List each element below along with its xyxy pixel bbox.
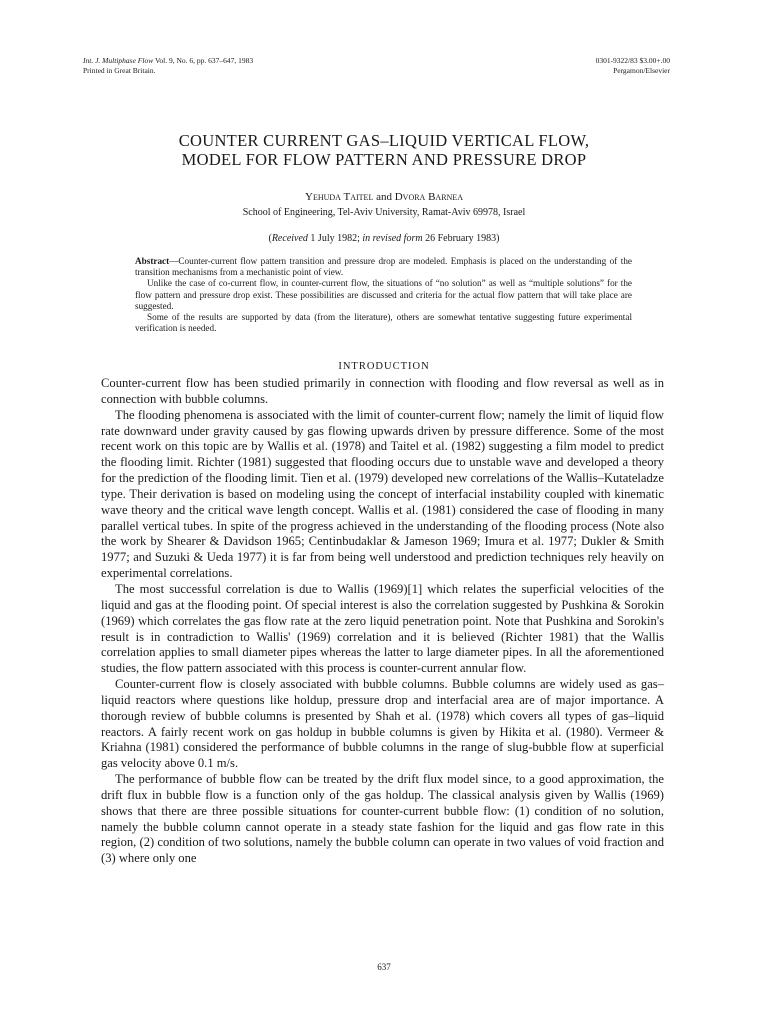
abstract-paragraph-1 — [135, 256, 632, 278]
title-line-2: MODEL FOR FLOW PATTERN AND PRESSURE DROP — [181, 150, 587, 169]
running-header-left — [83, 56, 253, 76]
volume-info: Vol. 9, No. 6, pp. 637–647, 1983 — [154, 56, 254, 65]
received-dates — [60, 233, 708, 244]
body-paragraph-1: Counter-current flow has been studied primarily in connection with flooding and flow reversal as well as in connection with bubble columns. — [101, 376, 664, 406]
body-paragraph-2: The flooding phenomena is associated with the limit of counter-current flow; namely the limit of liquid flow rate downward under gravity caused by gas flowing upwards driven by pressure difference. Some of the most recent work on this topic are by Wallis et al. (1978) and Taitel et al. (1982) suggesting a film model to predict the flooding limit. Richter (1981) suggested that flooding occurs due to unstable wave and developed a theory for the prediction of the flooding limit. Tien et al. (1979) developed new correlations of the Wallis–Kutateladze type. Their derivation is based on modeling using the concept of interfacial instability coupled with kinematic wave theory and the critical wave length concept. Wallis et al. (1981) considered the case of flooding in many parallel vertical tubes. In spite of the progress achieved in the understanding of the flooding process (Note also the work by Shearer & Davidson 1965; Centinbudaklar & Jameson 1969; Imura et al. 1977; Dukler & Smith 1977; and Suzuki & Ueda 1977) it is far from being well understood and prediction techniques rely heavily on experimental correlations. — [101, 407, 664, 581]
affiliation: School of Engineering, Tel-Aviv University, Ramat-Aviv 69978, Israel — [242, 207, 526, 218]
author-1: Yehuda Taitel — [305, 191, 374, 203]
section-heading: INTRODUCTION — [338, 361, 430, 372]
abstract-paragraph-2: Unlike the case of co-current flow, in counter-current flow, the situations of “no solution” as well as “multiple solutions” for the flow pattern and pressure drop exist. These possibilities are discussed and criteria for the actual flow pattern that will take place are suggested. — [135, 278, 632, 311]
paper-title — [60, 131, 708, 169]
abstract-text-1: —Counter-current flow pattern transition and pressure drop are modeled. Emphasis is placed on the understanding of the transition mechanisms from a mechanistic point of view. — [135, 256, 632, 278]
body-paragraph-5: The performance of bubble flow can be treated by the drift flux model since, to a good approximation, the drift flux in bubble flow is a function only of the gas holdup. The classical analysis given by Wallis (1969) shows that there are three possible situations for counter-current bubble flow: (1) condition of no solution, namely the bubble column cannot operate in a steady state fashion for the liquid and gas flow rate in this region, (2) condition of two solutions, namely the bubble column can operate in two values of void fraction and (3) where only one — [101, 772, 664, 866]
publisher: Pergamon/Elsevier — [613, 66, 670, 75]
abstract-lead: Abstract — [135, 256, 170, 266]
author-2: Dvora Barnea — [394, 191, 463, 203]
page-number: 637 — [377, 962, 391, 972]
abstract-paragraph-3: Some of the results are supported by data (from the literature), others are somewhat tentative suggesting future experimental verification is needed. — [135, 312, 632, 334]
author-conjunction: and — [373, 191, 395, 203]
body-text — [101, 376, 664, 867]
issn-code: 0301-9322/83 $3.00+.00 — [595, 56, 670, 65]
running-header-right — [596, 56, 670, 76]
body-paragraph-4: Counter-current flow is closely associated with bubble columns. Bubble columns are widely used as gas–liquid reactors where questions like holdup, pressure drop and interfacial area are of major importance. A thorough review of bubble columns is presented by Shah et al. (1978) which covers all types of gas–liquid reactors. A fairly recent work on gas holdup in bubble columns is given by Hikita et al. (1980). Vermeer & Kriahna (1981) considered the performance of bubble columns in the range of slug-bubble flow at superficial gas velocity above 0.1 m/s. — [101, 677, 664, 771]
abstract — [135, 256, 632, 334]
title-line-1: COUNTER CURRENT GAS–LIQUID VERTICAL FLOW, — [178, 131, 590, 150]
revised-date: 26 February 1983) — [422, 233, 500, 244]
revised-label: in revised form — [362, 233, 423, 244]
printed-note: Printed in Great Britain. — [83, 66, 156, 75]
received-open: ( — [268, 233, 272, 244]
received-date: 1 July 1982; — [307, 233, 363, 244]
received-label: Received — [271, 233, 308, 244]
journal-name: Int. J. Multiphase Flow — [83, 56, 154, 65]
author-list — [60, 191, 708, 203]
body-paragraph-3: The most successful correlation is due to Wallis (1969)[1] which relates the superficial velocities of the liquid and gas at the flooding point. Of special interest is also the correlation suggested by Pushkina & Sorokin (1969) which correlates the gas flow rate at the zero liquid penetration point. Note that Pushkina and Sorokin's result is in contradiction to Wallis' (1969) correlation and it is believed (Richter 1981) that the Wallis correlation applies to small diameter pipes whereas the latter to large diameter pipes. In all the aforementioned studies, the flow pattern associated with this process is counter-current annular flow. — [101, 581, 664, 676]
